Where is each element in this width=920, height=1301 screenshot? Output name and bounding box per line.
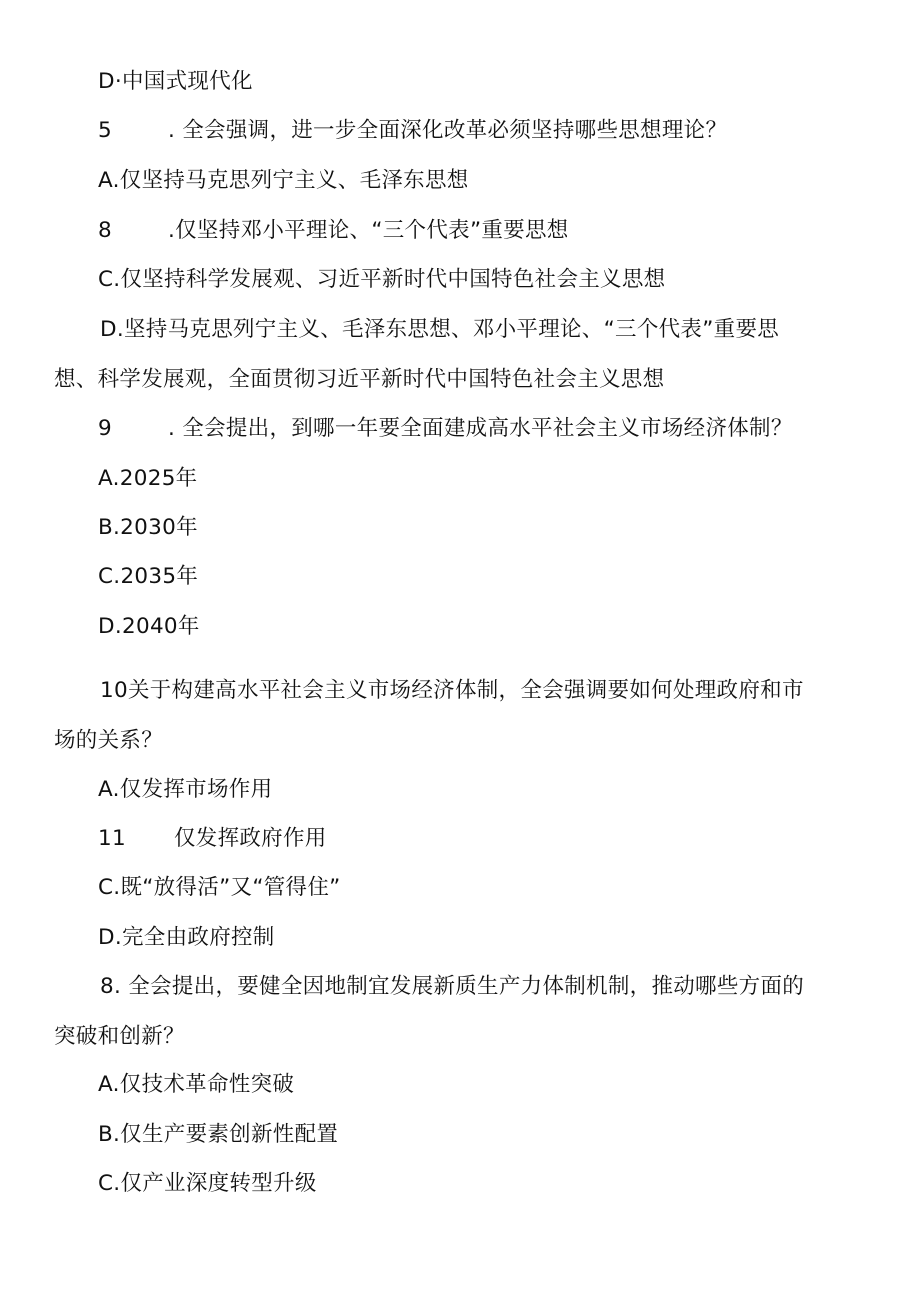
- option-d-q9: D.2040年: [98, 614, 200, 639]
- option-b-q5: [98, 218, 569, 244]
- option-d-q5-line2: 想、科学发展观，全面贯彻习近平新时代中国特色社会主义思想: [54, 367, 665, 392]
- option-number: 8: [98, 218, 112, 243]
- option-c-q5: C.仅坚持科学发展观、习近平新时代中国特色社会主义思想: [98, 267, 666, 292]
- option-c-q10: C.既“放得活”又“管得住”: [98, 875, 341, 900]
- option-c-q8: C.仅产业深度转型升级: [98, 1171, 317, 1196]
- option-d-q10: D.完全由政府控制: [98, 925, 275, 950]
- question-9: [98, 416, 793, 442]
- option-a-q10: A.仅发挥市场作用: [98, 777, 273, 802]
- option-number: 11: [98, 826, 126, 851]
- question-10-line2: 场的关系？: [54, 728, 164, 753]
- option-d-q4: D·中国式现代化: [98, 69, 253, 94]
- question-10-line1: 10关于构建高水平社会主义市场经济体制，全会强调要如何处理政府和市: [100, 678, 804, 703]
- option-b-q8: B.仅生产要素创新性配置: [98, 1122, 339, 1147]
- question-8-line1: 8. 全会提出，要健全因地制宜发展新质生产力体制机制，推动哪些方面的: [100, 974, 805, 999]
- question-text: . 全会强调，进一步全面深化改革必须坚持哪些思想理论？: [167, 118, 728, 143]
- option-d-q5-line1: D.坚持马克思列宁主义、毛泽东思想、邓小平理论、“三个代表”重要思: [100, 317, 780, 342]
- question-5: [98, 118, 727, 144]
- option-a-q5: A.仅坚持马克思列宁主义、毛泽东思想: [98, 168, 469, 193]
- option-a-q9: A.2025年: [98, 466, 198, 491]
- option-c-q9: C.2035年: [98, 564, 199, 589]
- question-8-line2: 突破和创新？: [54, 1024, 185, 1049]
- option-text: 仅发挥政府作用: [173, 826, 327, 851]
- question-number: 5: [98, 118, 112, 143]
- option-b-q10: [98, 826, 327, 852]
- question-text: . 全会提出，到哪一年要全面建成高水平社会主义市场经济体制？: [167, 416, 793, 441]
- option-a-q8: A.仅技术革命性突破: [98, 1072, 295, 1097]
- option-b-q9: B.2030年: [98, 515, 198, 540]
- question-number: 9: [98, 416, 112, 441]
- option-text: .仅坚持邓小平理论、“三个代表”重要思想: [167, 218, 569, 243]
